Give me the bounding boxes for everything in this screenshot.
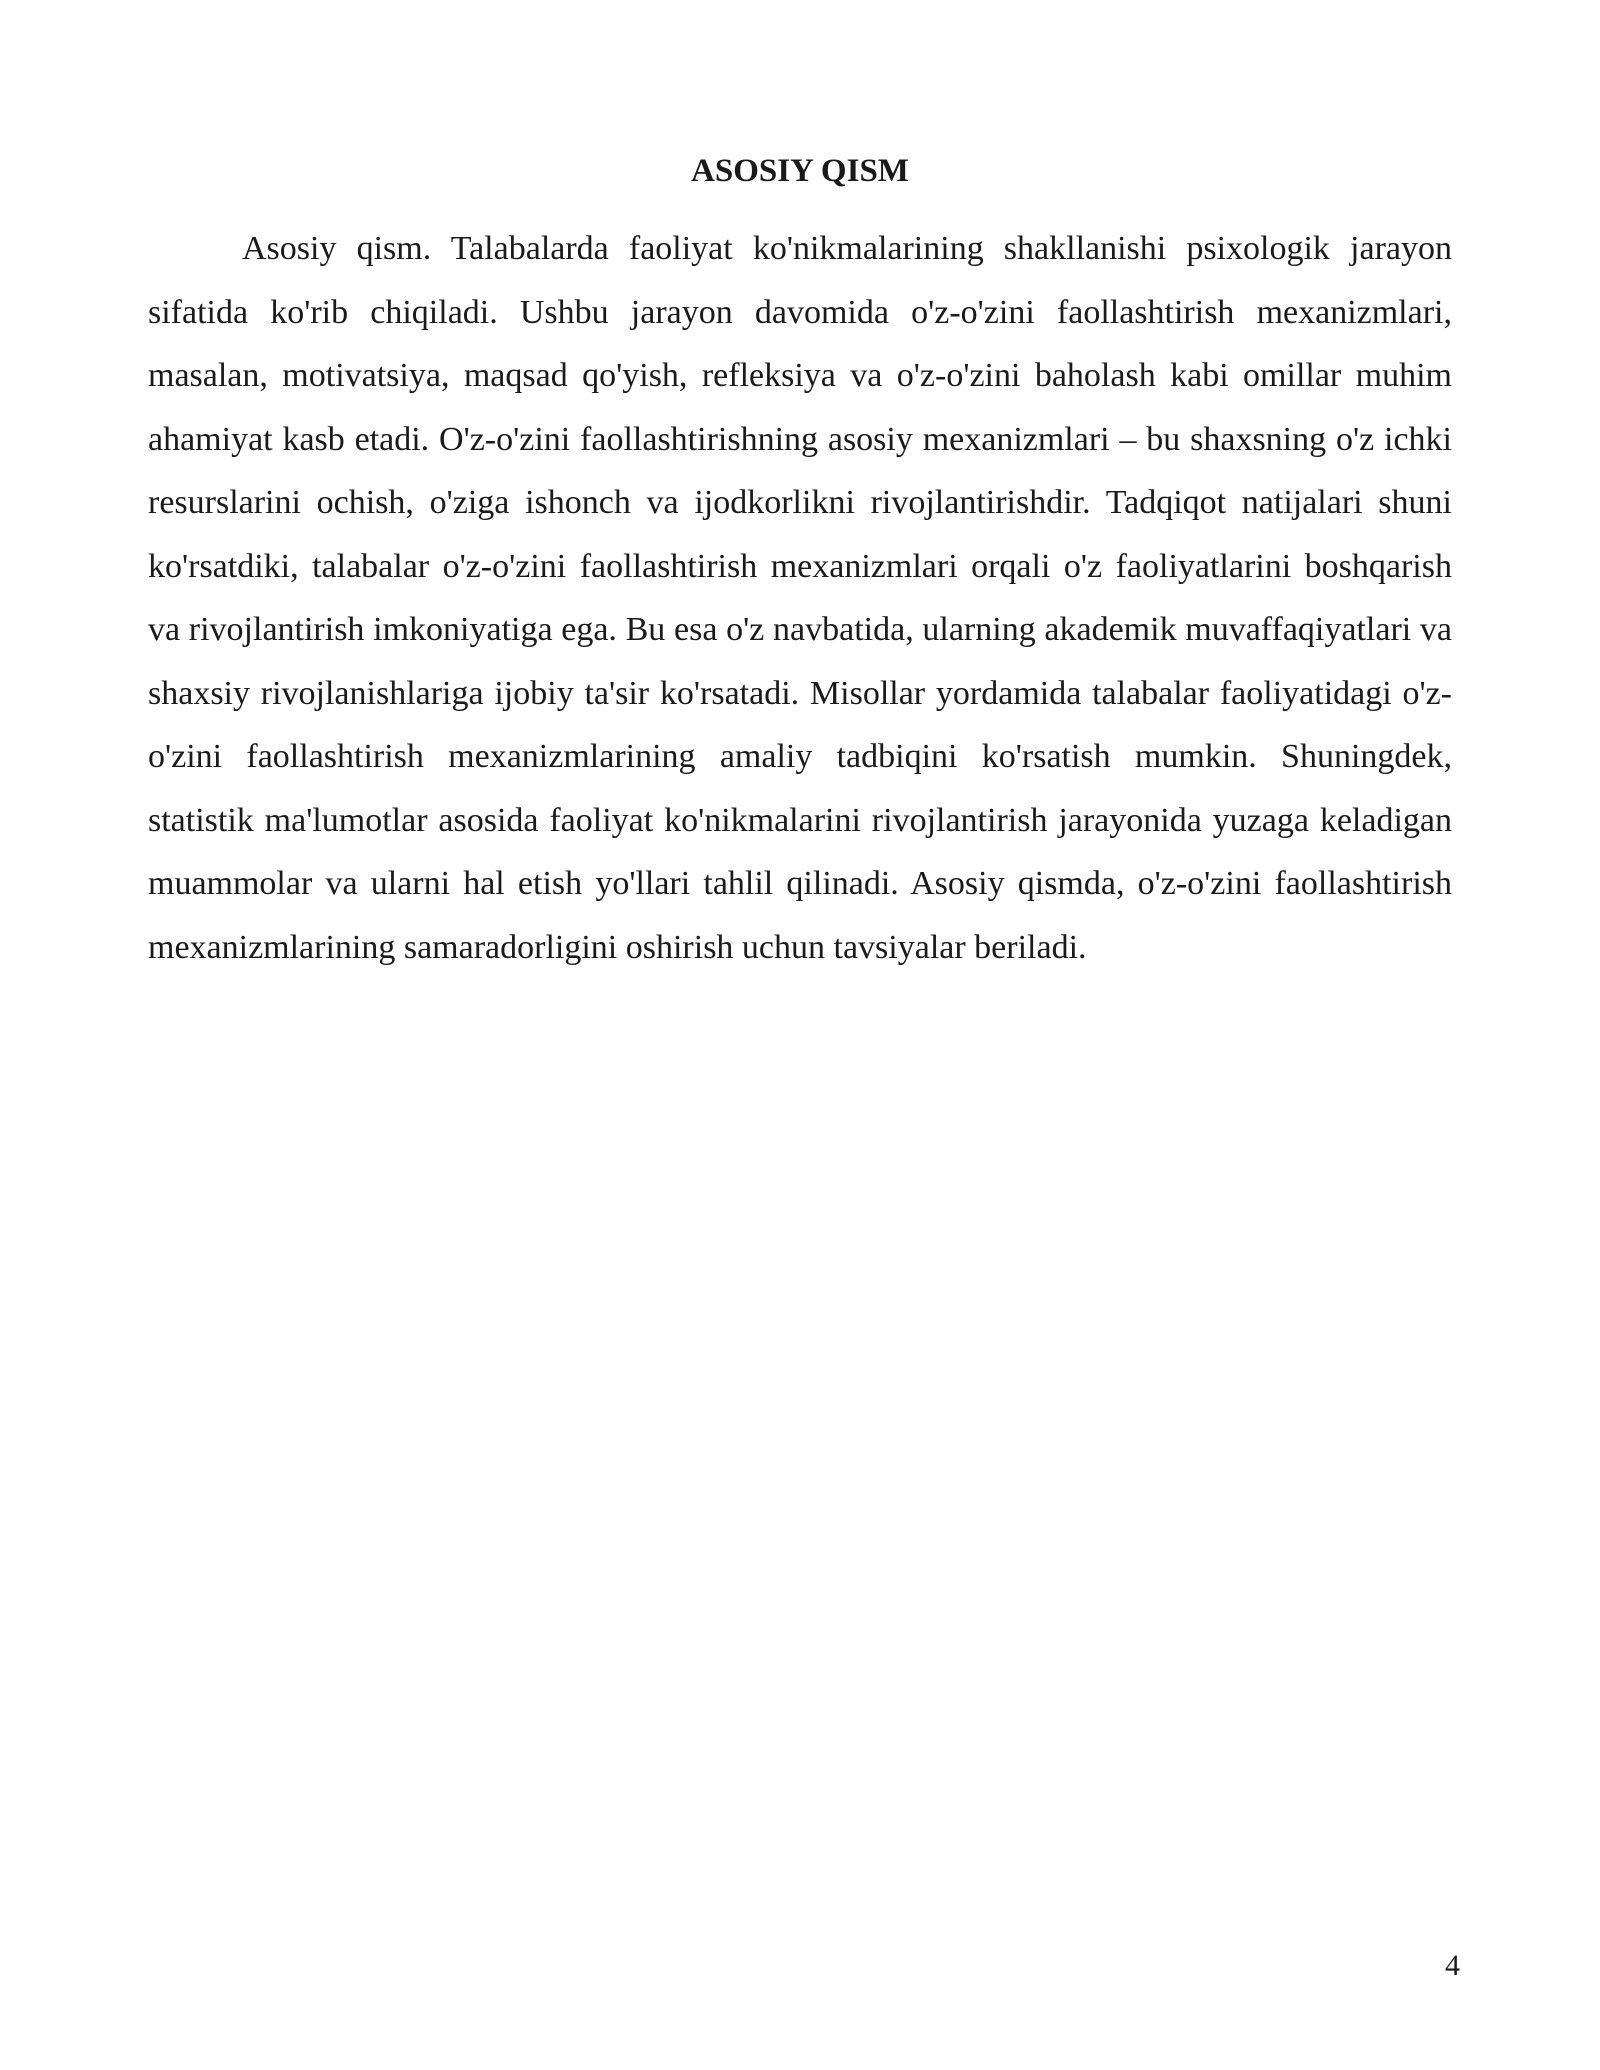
section-heading: ASOSIY QISM <box>691 153 909 189</box>
page-number: 4 <box>1445 1949 1460 1982</box>
body-paragraph: Asosiy qism. Talabalarda faoliyat ko'nikmalarining shakllanishi psixologik jarayon sifatida ko'rib chiqiladi. Ushbu jarayon davomida o'z-o'zini faollashtirish mexanizmlari, masalan, motivatsiya, maqsad qo'yish, refleksiya va o'z-o'zini baholash kabi omillar muhim ahamiyat kasb etadi. O'z-o'zini faollashtirishning asosiy mexanizmlari – bu shaxsning o'z ichki resurslarini ochish, o'ziga ishonch va ijodkorlikni rivojlantirishdir. Tadqiqot natijalari shuni ko'rsatdiki, talabalar o'z-o'zini faollashtirish mexanizmlari orqali o'z faoliyatlarini boshqarish va rivojlantirish imkoniyatiga ega. Bu esa o'z navbatida, ularning akademik muvaffaqiyatlari va shaxsiy rivojlanishlariga ijobiy ta'sir ko'rsatadi. Misollar yordamida talabalar faoliyatidagi o'z-o'zini faollashtirish mexanizmlarining amaliy tadbiqini ko'rsatish mumkin. Shuningdek, statistik ma'lumotlar asosida faoliyat ko'nikmalarini rivojlantirish jarayonida yuzaga keladigan muammolar va ularni hal etish yo'llari tahlil qilinadi. Asosiy qismda, o'z-o'zini faollashtirish mexanizmlarining samaradorligini oshirish uchun tavsiyalar beriladi. <box>148 230 1452 966</box>
